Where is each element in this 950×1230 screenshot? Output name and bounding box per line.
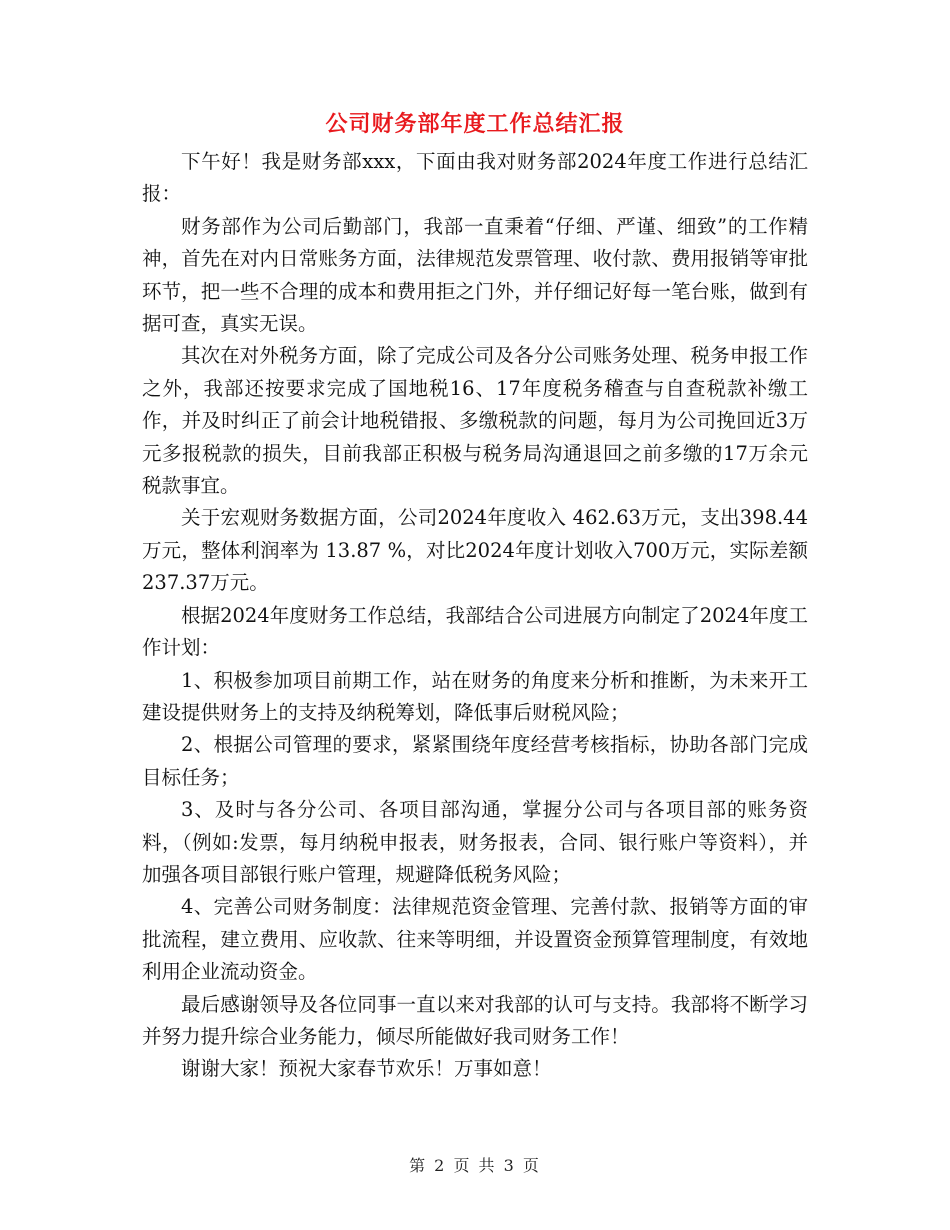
plan-item-3: 3、及时与各分公司、各项目部沟通，掌握分公司与各项目部的账务资料，（例如:发票，每月纳税申报表，财务报表，合同、银行账户等资料），并加强各项目部银行账户管理，规避降低税务风险； — [142, 798, 808, 886]
paragraph-greeting: 下午好！我是财务部xxx，下面由我对财务部2024年度工作进行总结汇报： — [142, 150, 808, 206]
plan-item-2: 2、根据公司管理的要求，紧紧围绕年度经营考核指标，协助各部门完成目标任务； — [142, 733, 808, 789]
page-number-footer: 第 2 页 共 3 页 — [409, 1156, 541, 1175]
paragraph-closing: 谢谢大家！预祝大家春节欢乐！万事如意！ — [181, 1057, 552, 1081]
paragraph-financial-data: 关于宏观财务数据方面，公司2024年度收入 462.63万元，支出398.44万元，整体利润率为 13.87 %，对比2024年度计划收入700万元，实际差额 237.37万元。 — [142, 506, 808, 595]
paragraph-thanks: 最后感谢领导及各位同事一直以来对我部的认可与支持。我部将不断学习并努力提升综合业务能力，倾尽所能做好我司财务工作！ — [142, 992, 808, 1048]
paragraph-external-tax: 其次在对外税务方面，除了完成公司及各分公司账务处理、税务申报工作之外，我部还按要求完成了国地税16、17年度税务稽查与自查税款补缴工作，并及时纠正了前会计地税错报、多缴税款的问题，每月为公司挽回近3万元多报税款的损失，目前我部正积极与税务局沟通退回之前多缴的17万余元税款事宜。 — [142, 344, 808, 498]
document-body — [142, 146, 808, 1086]
document-title: 公司财务部年度工作总结汇报 — [325, 111, 625, 137]
plan-item-1: 1、积极参加项目前期工作，站在财务的角度来分析和推断，为未来开工建设提供财务上的支持及纳税筹划，降低事后财税风险； — [142, 668, 808, 724]
plan-item-4: 4、完善公司财务制度：法律规范资金管理、完善付款、报销等方面的审批流程，建立费用、应收款、往来等明细，并设置资金预算管理制度，有效地利用企业流动资金。 — [142, 895, 808, 984]
paragraph-plan-intro: 根据2024年度财务工作总结，我部结合公司进展方向制定了2024年度工作计划： — [142, 603, 808, 660]
paragraph-internal-accounts: 财务部作为公司后勤部门，我部一直秉着“仔细、严谨、细致”的工作精神，首先在对内日常账务方面，法律规范发票管理、收付款、费用报销等审批环节，把一些不合理的成本和费用拒之门外，并仔细记好每一笔台账，做到有据可查，真实无误。 — [142, 214, 808, 336]
